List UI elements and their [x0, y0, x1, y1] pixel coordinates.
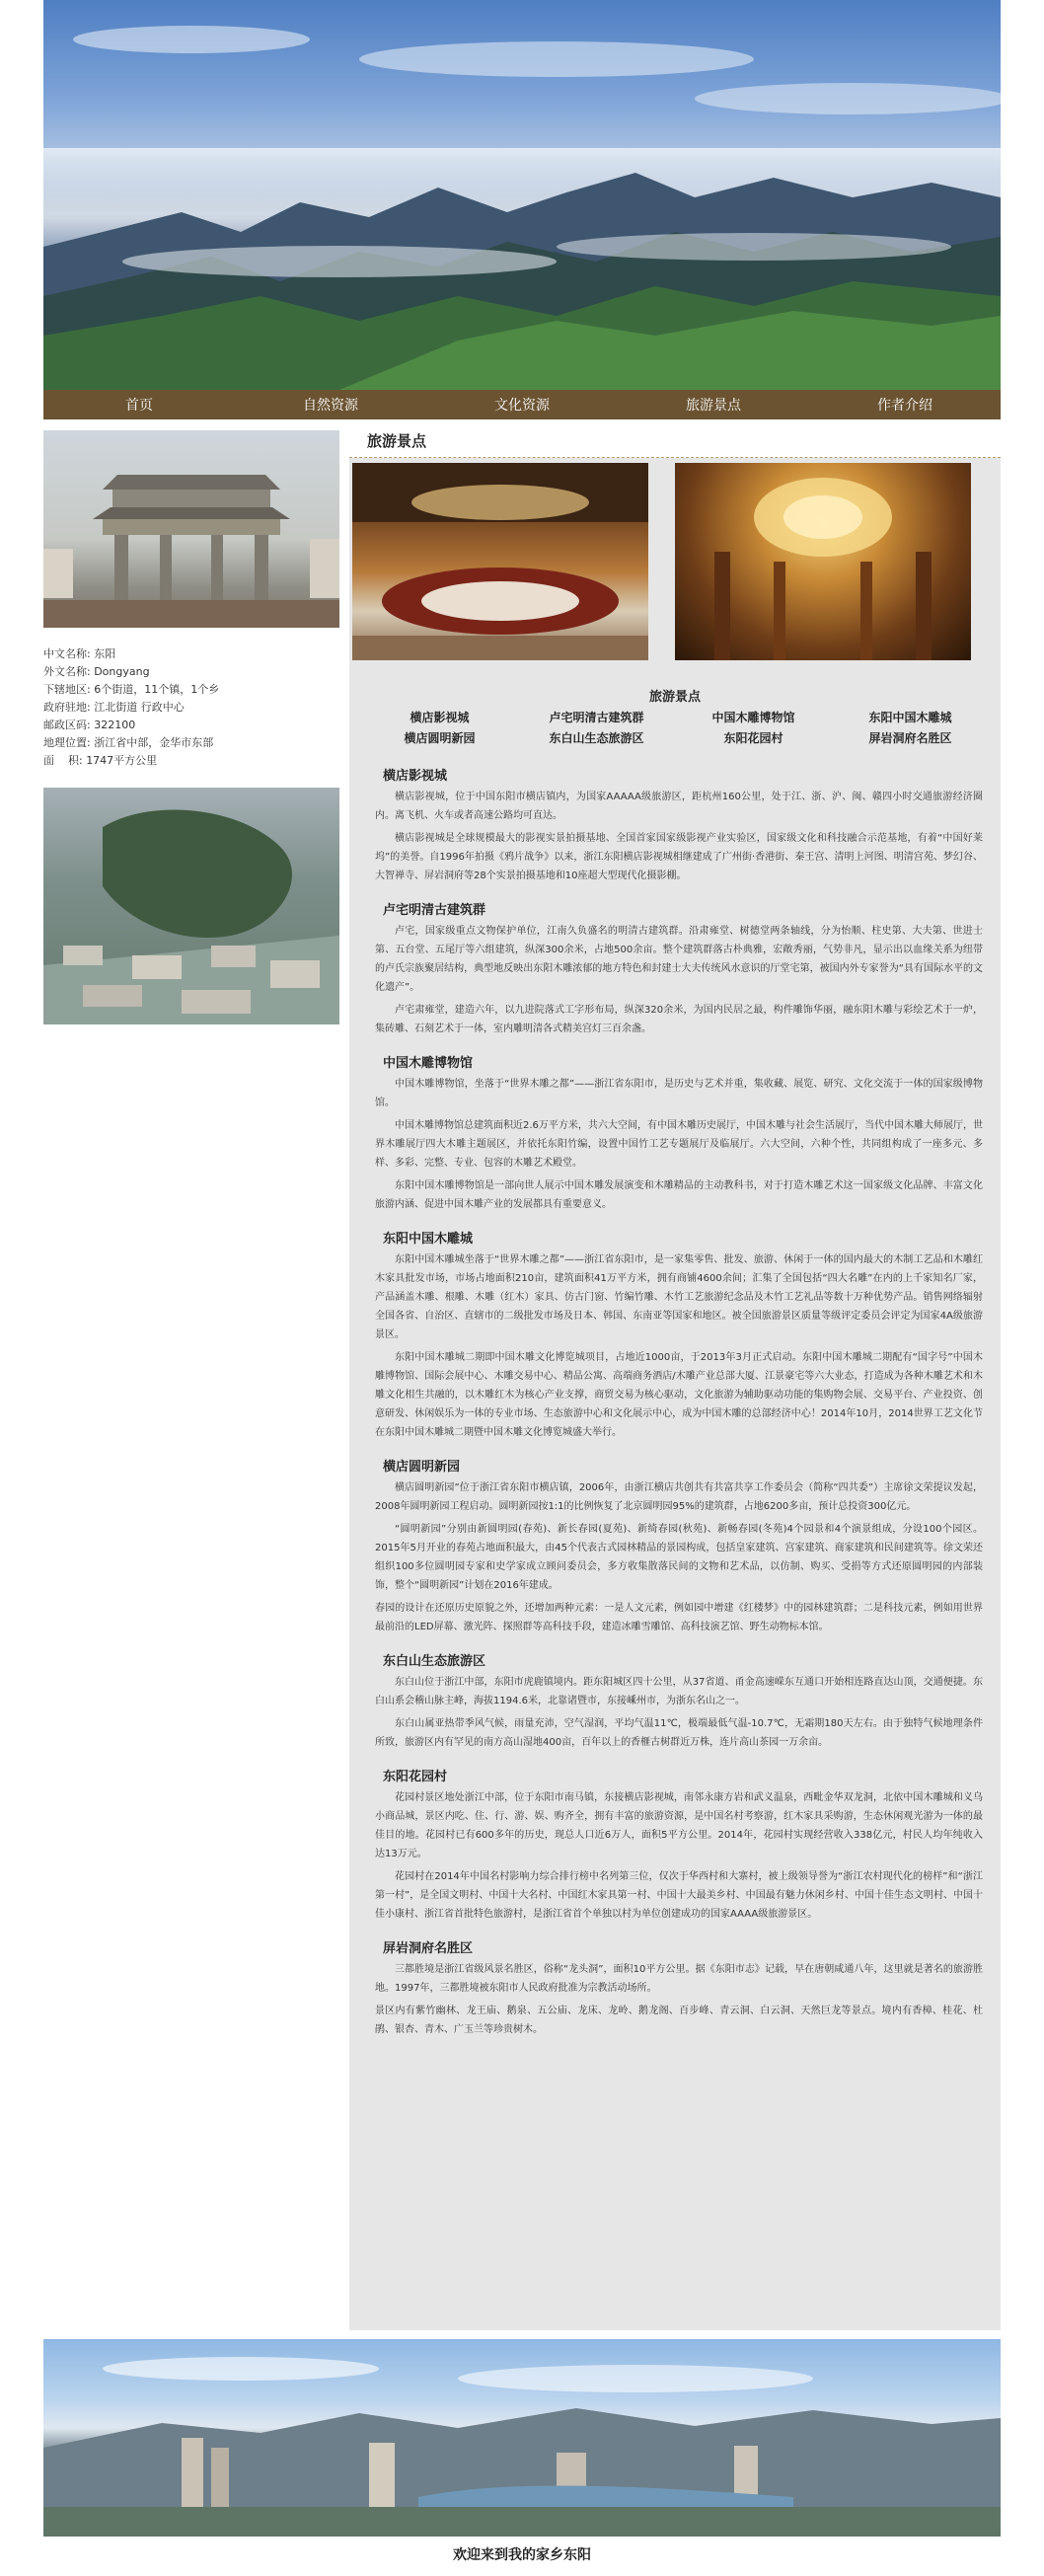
article-woodcarving-city — [375, 1228, 983, 1442]
article-paragraph: 东阳中国木雕城坐落于“世界木雕之都”——浙江省东阳市，是一家集零售、批发、旅游、休闲于一体的国内最大的木制工艺品和木雕红木家具批发市场，市场占地面积210亩，建筑面积41万平方米，拥有商铺4600余间；汇集了全国包括“四大名雕”在内的上千家知名厂家，产品涵盖木雕、根雕、木雕（红木）家具、仿古门窗、竹编竹雕、木竹工艺旅游纪念品及木竹工艺礼品等数十万种优势产品。销售网络辐射全国各省、自治区、直辖市的二级批发市场及日本、韩国、东南亚等国家和地区。被全国旅游景区质量等级评定委员会评定为国家4A级旅游景区。 — [375, 1254, 983, 1340]
nav-item-tourist-spots[interactable]: 旅游景点 — [686, 398, 741, 414]
header-banner-image — [43, 0, 1001, 390]
spots-index — [349, 686, 1001, 746]
city-info-list — [43, 645, 339, 770]
article-paragraph: 花园村在2014年中国名村影响力综合排行榜中名列第三位，仅次于华西村和大寨村，被上级领导誉为“浙江农村现代化的榜样”和“浙江第一村”，是全国文明村、中国十大名村、中国红木家具第一村、中国十大最美乡村、中国最有魅力休闲乡村、中国十佳生态文明村、中国十佳小康村、浙江省首批特色旅游村，是浙江省首个单独以村为单位创建成功的国家AAAA级旅游景区。 — [375, 1871, 983, 1920]
article-paragraph: 景区内有紫竹幽林、龙王庙、鹅泉、五公庙、龙床、龙岭、鹅龙阁、百步峰、青云洞、白云洞、天然巨龙等景点。境内有香樟、桂花、杜鹃、银杏、青木、广玉兰等珍贵树木。 — [375, 2006, 983, 2035]
article-paragraph: 花园村景区地处浙江中部，位于东阳市南马镇，东接横店影视城，南邻永康方岩和武义温泉，西毗金华双龙洞，北依中国木雕城和义乌小商品城，景区内吃、住、行、游、娱、购齐全，拥有丰富的旅游资源，是中国名村考察游，红木家具采购游，生态休闲观光游为一体的最佳目的地。花园村已有600多年的历史，现总人口近6万人，面积5平方公里。2014年，花园村实现经营收入338亿元，村民人均年纯收入达13万元。 — [375, 1792, 983, 1859]
archway-illustration — [43, 430, 339, 628]
article-yuanming-new-garden — [375, 1456, 983, 1636]
article-paragraph: 东白山位于浙江中部，东阳市虎鹿镇境内。距东阳城区四十公里，从37省道、甬金高速嵘东互通口开始相连路直达山顶，交通便捷。东白山系会稽山脉主峰，海拔1194.6米，北靠诸暨市，东接嵊州市，为浙东名山之一。 — [375, 1677, 983, 1706]
spot-link-huayuan-village[interactable]: 东阳花园村 — [723, 731, 783, 745]
article-paragraph: 三都胜境是浙江省级风景名胜区，俗称“龙头洞”，面积10平方公里。据《东阳市志》记载，早在唐朝咸通八年，这里就是著名的旅游胜地。1997年，三都胜境被东阳市人民政府批准为宗教活动场所。 — [375, 1964, 983, 1994]
article-woodcarving-museum — [375, 1052, 983, 1214]
spot-link-luzhai[interactable]: 卢宅明清古建筑群 — [549, 711, 644, 724]
hall-illustration — [352, 463, 648, 660]
memorial-archway-photo — [43, 430, 339, 628]
spot-link-woodcarving-museum[interactable]: 中国木雕博物馆 — [711, 711, 795, 724]
article-paragraph: 横店圆明新园”位于浙江省东阳市横店镇，2006年，由浙江横店共创共有共富共享工作委员会（简称“四共委”）主席徐文荣提议发起，2008年圆明新园工程启动。圆明新园按1:1的比例恢复了北京圆明园95%的建筑群，占地6200多亩，预计总投资300亿元。 — [375, 1482, 983, 1512]
nav-item-home[interactable]: 首页 — [125, 398, 153, 414]
article-paragraph: 东白山属亚热带季风气候，雨量充沛，空气湿润，平均气温11℃，极端最低气温-10.7℃，无霜期180天左右。由于独特气候地理条件所致，旅游区内有罕见的南方高山湿地400亩，百年以上的香榧古树群近万株，连片高山茶园一万余亩。 — [375, 1718, 983, 1748]
aerial-town-photo — [43, 788, 339, 1024]
article-pingyan-cave — [375, 1937, 983, 2039]
mountain-landscape-illustration — [43, 0, 1001, 390]
info-area: 面 积: 1747平方公里 — [43, 754, 158, 767]
article-title: 东白山生态旅游区 — [383, 1654, 486, 1669]
article-title: 屏岩洞府名胜区 — [383, 1941, 474, 1956]
article-paragraph: 卢宅肃雍堂，建造六年，以九进院落式工字形布局，纵深320余米，为国内民居之最，构件雕饰华丽，融东阳木雕与彩绘艺术于一炉，集砖雕、石刻艺术于一体，室内雕明清各式精美宫灯三百余盏。 — [375, 1005, 983, 1034]
dome-illustration — [675, 463, 971, 660]
article-title: 中国木雕博物馆 — [383, 1056, 474, 1071]
info-chinese-name: 中文名称: 东阳 — [43, 647, 116, 660]
article-hengdian — [375, 765, 983, 885]
article-paragraph: 中国木雕博物馆，坐落于“世界木雕之都”——浙江省东阳市，是历史与艺术并重，集收藏、展览、研究、文化交流于一体的国家级博物馆。 — [375, 1079, 983, 1108]
section-title: 旅游景点 — [349, 425, 1001, 458]
nav-item-author[interactable]: 作者介绍 — [877, 398, 932, 414]
article-paragraph: 东阳中国木雕博物馆是一部向世人展示中国木雕发展演变和木雕精品的主动教科书，对于打造木雕艺术这一国家级文化品牌、丰富文化旅游内涵、促进中国木雕产业的发展都具有重要意义。 — [375, 1180, 983, 1210]
article-title: 东阳花园村 — [383, 1770, 448, 1784]
article-paragraph: “圆明新园”分别由新圆明园(春苑)、新长春园(夏苑)、新绮春园(秋苑)、新畅春园(冬苑)4个园景和4个演景组成，分设100个园区。2015年5月开业的春苑占地面积最大，由45个代表古式园林精品的景园构成，包括皇家建筑、宫家建筑、商家建筑和民间建筑等。徐文荣还组织100多位圆明园专家和史学家成立顾问委员会，多方收集散落民间的文物和艺术品，以仿制、购买、受捐等方式还原圆明园的内部装饰，整个“圆明新园”计划在2016年建成。 — [375, 1524, 983, 1591]
info-foreign-name: 外文名称: Dongyang — [43, 665, 150, 678]
article-luzhai — [375, 899, 983, 1038]
info-location: 地理位置: 浙江省中部，金华市东部 — [43, 736, 214, 749]
featured-photos — [349, 463, 1001, 660]
spot-link-dongbaishan[interactable]: 东白山生态旅游区 — [549, 731, 644, 745]
spots-index-title: 旅游景点 — [648, 690, 701, 705]
article-paragraph: 中国木雕博物馆总建筑面积近2.6万平方米，共六大空间，有中国木雕历史展厅，中国木雕与社会生活展厅，当代中国木雕大师展厅，世界木雕展厅四大木雕主题展区，并依托东阳竹编，设置中国竹工艺专题展厅及临展厅。六大空间，六种个性，共同组构成了一座多元、多样、多彩、完整、专业、包容的木雕艺术殿堂。 — [375, 1120, 983, 1169]
article-paragraph: 横店影视城，位于中国东阳市横店镇内，为国家AAAAA级旅游区，距杭州160公里，处于江、浙、沪、闽、赣四小时交通旅游经济圈内。离飞机、火车或者高速公路均可直达。 — [375, 792, 983, 821]
article-title: 横店影视城 — [383, 769, 448, 784]
conference-hall-photo — [352, 463, 648, 660]
article-title: 横店圆明新园 — [383, 1460, 461, 1475]
article-paragraph: 卢宅，国家级重点文物保护单位，江南久负盛名的明清古建筑群。沿肃雍堂、树德堂两条轴线，分为怡顺、柱史第、大夫第、世进士第、五台堂、五尾厅等六组建筑，纵深300余米，占地500余亩。整个建筑群落古朴典雅，宏敞秀丽，气势非凡，显示出以血缘关系为纽带的卢氏宗族聚居结构，典型地反映出东阳木雕浓郁的地方特色和封建士大夫传统风水意识的厅堂宅第，被国内外专家誉为“具有国际水平的文化遗产”。 — [375, 926, 983, 993]
info-postal-code: 邮政区码: 322100 — [43, 719, 136, 731]
city-panorama-illustration — [43, 2339, 1001, 2537]
article-paragraph: 横店影视城是全球规模最大的影视实景拍摄基地、全国首家国家级影视产业实验区，国家级文化和科技融合示范基地，有着“中国好莱坞”的美誉。自1996年拍摄《鸦片战争》以来，浙江东阳横店影视城相继建成了广州街·香港街、秦王宫、清明上河图、明清宫苑、梦幻谷、大智禅寺、屏岩洞府等28个实景拍摄基地和10座超大型现代化摄影棚。 — [375, 833, 983, 881]
nav-item-cultural-resources[interactable]: 文化资源 — [494, 398, 550, 414]
spots-link-grid — [349, 709, 1001, 746]
article-title: 东阳中国木雕城 — [383, 1232, 474, 1247]
aerial-illustration — [43, 788, 339, 1024]
spot-link-pingyan-cave[interactable]: 屏岩洞府名胜区 — [868, 731, 952, 745]
article-title: 卢宅明清古建筑群 — [383, 903, 486, 918]
info-subdivisions: 下辖地区: 6个街道，11个镇，1个乡 — [43, 683, 220, 696]
spot-link-woodcarving-city[interactable]: 东阳中国木雕城 — [868, 711, 952, 724]
spot-link-hengdian[interactable]: 横店影视城 — [410, 711, 470, 724]
article-huayuan-village — [375, 1766, 983, 1924]
left-sidebar — [43, 430, 339, 1024]
main-navigation — [43, 390, 1001, 419]
info-government-seat: 政府驻地: 江北街道 行政中心 — [43, 701, 185, 714]
article-paragraph: 东阳中国木雕城二期即中国木雕文化博览城项目，占地近1000亩，于2013年3月正式启动。东阳中国木雕城二期配有“国字号”中国木雕博物馆、国际会展中心、木雕交易中心、精品公寓、高端商务酒店/木雕产业总部大厦、江景豪宅等六大业态，打造成为各种木雕艺术和木雕文化相生共融的，以木雕红木为核心产业支撑，商贸交易为核心驱动，文化旅游为辅助驱动功能的集购物会展、交易平台、产业投资、创意研发、休闲娱乐为一体的专业市场、生态旅游中心和文化展示中心，成为中国木雕的总部经济中心！2014年10月，2014世界工艺文化节在东阳中国木雕城二期暨中国木雕文化博览城盛大举行。 — [375, 1352, 983, 1438]
spot-link-yuanming-new-garden[interactable]: 横店圆明新园 — [404, 731, 476, 745]
article-dongbaishan — [375, 1650, 983, 1752]
footer-welcome-text: 欢迎来到我的家乡东阳 — [453, 2547, 591, 2563]
articles-list — [375, 765, 983, 2053]
footer-city-panorama — [43, 2339, 1001, 2537]
golden-dome-interior-photo — [675, 463, 971, 660]
nav-item-natural-resources[interactable]: 自然资源 — [303, 398, 358, 414]
article-paragraph: 春园的设计在还原历史原貌之外，还增加两种元素：一是人文元素，例如园中增建《红楼梦》中的园林建筑群；二是科技元素，例如用世界最前沿的LED屏幕、激光阵、探照群等高科技手段，建造冰雕雪雕馆、高科技演艺馆、野生动物标本馆。 — [375, 1603, 983, 1632]
main-content — [349, 425, 1001, 2330]
